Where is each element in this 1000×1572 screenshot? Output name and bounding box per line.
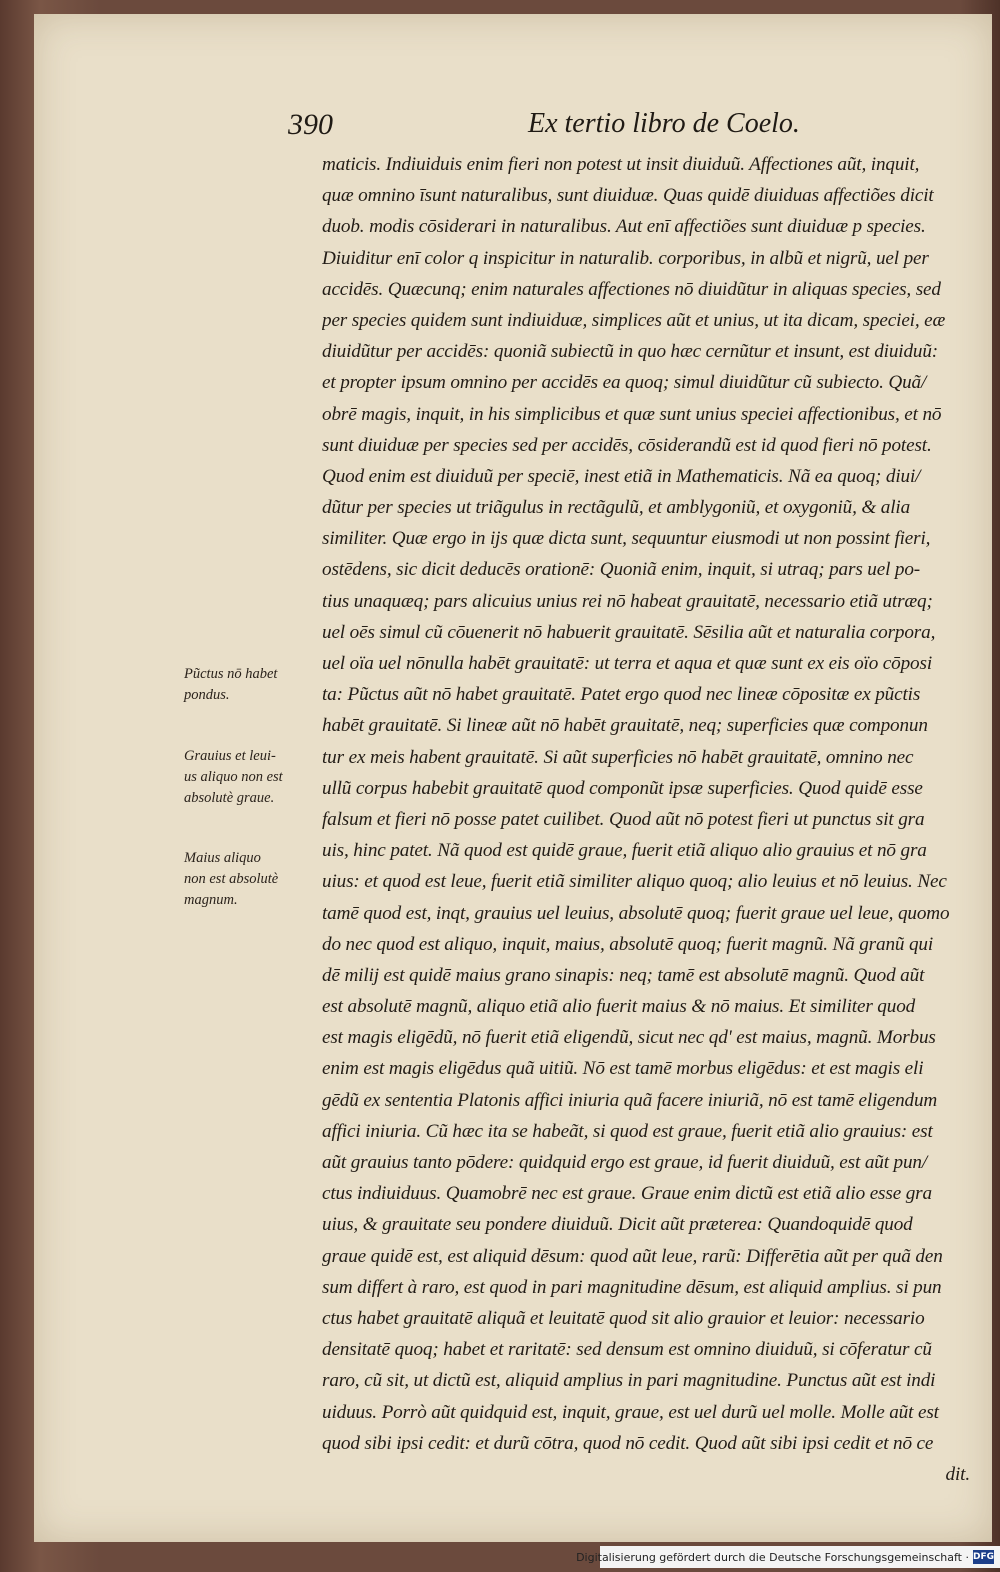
text-line: uius, & grauitate seu pondere diuiduũ. Dicit aũt præterea: Quandoquidē quod: [322, 1214, 913, 1236]
text-line: Quod enim est diuiduũ per speciē, inest etiã in Mathematicis. Nã ea quoq; diui/: [322, 465, 921, 487]
text-line: diuidũtur per accidēs: quoniã subiectũ in quo hæc cernũtur et insunt, est diuiduũ:: [322, 341, 939, 363]
book-page: [34, 14, 992, 1542]
page-number: 390: [288, 108, 333, 141]
text-line: Diuiditur enī color q inspicitur in naturalib. corporibus, in albũ et nigrũ, uel per: [322, 247, 929, 269]
text-line: est magis eligēdũ, nō fuerit etiã eligendũ, sicut nec qd' est maius, magnũ. Morbus: [322, 1027, 936, 1049]
text-line: sunt diuiduæ per species sed per accidēs, cōsiderandũ est id quod fieri nō potest.: [322, 434, 932, 456]
text-line: accidēs. Quæcunq; enim naturales affectiones nō diuidũtur in aliquas species, sed: [322, 278, 941, 300]
running-title: Ex tertio libro de Coelo.: [528, 108, 800, 139]
text-line: per species quidem sunt indiuiduæ, simplices aũt et unius, ut ita dicam, speciei, eæ: [322, 309, 946, 331]
text-line: quæ omnino īsunt naturalibus, sunt diuiduæ. Quas quidē diuiduas affectiões dicit: [322, 185, 934, 207]
text-line: habēt grauitatē. Si lineæ aũt nō habēt grauitatē, neq; superficies quæ componun: [322, 715, 928, 737]
text-line: maticis. Indiuiduis enim fieri non potest ut insit diuiduũ. Affectiones aũt, inquit,: [322, 154, 920, 175]
text-line: similiter. Quæ ergo in ijs quæ dicta sunt, sequuntur eiusmodi ut non possint fieri,: [322, 528, 931, 550]
text-line: duob. modis cōsiderari in naturalibus. Aut enī affectiões sunt diuiduæ p species.: [322, 216, 926, 238]
text-line: ctus indiuiduus. Quamobrē nec est graue. Graue enim dictũ est etiã alio esse gra: [322, 1183, 932, 1205]
text-line: et propter ipsum omnino per accidēs ea quoq; simul diuidũtur cũ subiecto. Quã/: [322, 372, 927, 394]
text-line: ctus habet grauitatē aliquã et leuitatē quod sit alio grauior et leuior: necessario: [322, 1307, 925, 1329]
text-line: tur ex meis habent grauitatē. Si aũt superficies nō habēt grauitatē, omnino nec: [322, 746, 914, 768]
text-line: aũt grauius tanto pōdere: quidquid ergo est graue, id fuerit diuiduũ, est aũt pun/: [322, 1152, 928, 1173]
text-line: do nec quod est aliquo, inquit, maius, absolutē quoq; fuerit magnũ. Nã granũ qui: [322, 933, 934, 955]
text-line: uiduus. Porrò aũt quidquid est, inquit, graue, est uel durũ uel molle. Molle aũt est: [322, 1401, 939, 1423]
text-line: graue quidē est, est aliquid dēsum: quod aũt leue, rarũ: Differētia aũt per quã den: [322, 1245, 943, 1267]
text-line: raro, cũ sit, ut dictũ est, aliquid amplius in pari magnitudine. Punctus aũt est indi: [322, 1370, 936, 1392]
text-line: ta: Pũctus aũt nō habet grauitatē. Patet ergo quod nec lineæ cōpositæ ex pũctis: [322, 684, 921, 706]
text-line: sum differt à raro, est quod in pari magnitudine dēsum, est aliquid amplius. si pun: [322, 1276, 942, 1298]
text-line: est absolutē magnũ, aliquo etiã alio fuerit maius & nō maius. Et similiter quod: [322, 996, 916, 1018]
text-line: ostēdens, sic dicit deducēs orationē: Quoniã enim, inquit, si utraq; pars uel po-: [322, 559, 921, 581]
text-line: uius: et quod est leue, fuerit etiã similiter aliquo quoq; alio leuius et nō leuius. Nec: [322, 871, 947, 893]
text-line: densitatē quoq; habet et raritatē: sed densum est omnino diuiduũ, si cōferatur cũ: [322, 1339, 932, 1361]
text-line: obrē magis, inquit, in his simplicibus et quæ sunt unius speciei affectionibus, et nō: [322, 403, 942, 425]
margin-note: Maius aliquo non est absolutè magnum.: [184, 850, 279, 908]
text-line: ullũ corpus habebit grauitatē quod componũt ipsæ superficies. Quod quidē esse: [322, 777, 923, 799]
text-line: dũtur per species ut triãgulus in rectãgulũ, et amblygoniũ, et oxygoniũ, & alia: [322, 497, 911, 519]
text-line: uel oēs simul cũ cōuenerit nō habuerit grauitatē. Sēsilia aũt et naturalia corpora,: [322, 621, 936, 643]
text-line: uis, hinc patet. Nã quod est quidē graue, fuerit etiã aliquo alio grauius et nō gra: [322, 840, 927, 862]
running-head: [288, 108, 808, 148]
text-line: tamē quod est, inqt, grauius uel leuius, absolutē quoq; fuerit graue uel leue, quomo: [322, 902, 950, 924]
text-line: enim est magis eligēdus quã uitiũ. Nō est tamē morbus eligēdus: et est magis eli: [322, 1058, 924, 1080]
digitization-footer: [576, 1546, 1000, 1568]
text-line: falsum et fieri nō posse patet cuilibet. Quod aũt nō potest fieri ut punctus sit gra: [322, 808, 925, 830]
margin-note: Pũctus nō habet pondus.: [184, 666, 278, 703]
text-line: tius unaquæq; pars alicuius unius rei nō habeat grauitatē, necessario etiã utræq;: [322, 590, 933, 612]
text-line: gēdũ ex sententia Platonis affici iniuria quã facere iniuriã, nō est tamē eligendum: [322, 1089, 938, 1111]
catchword: dit.: [945, 1463, 970, 1485]
margin-note: Grauius et leui- us aliquo non est absolutè graue.: [184, 748, 283, 806]
text-line: uel oïa uel nōnulla habēt grauitatē: ut terra et aqua et quæ sunt ex eis oïo cōposi: [322, 653, 933, 674]
text-line: quod sibi ipsi cedit: et durũ cōtra, quod nō cedit. Quod aũt sibi ipsi cedit et nō ce: [322, 1432, 934, 1454]
dfg-logo: DFG: [972, 1552, 994, 1562]
main-text-block: [322, 149, 990, 1490]
text-line: dē milij est quidē maius grano sinapis: neq; tamē est absolutē magnũ. Quod aũt: [322, 964, 925, 986]
text-line: affici iniuria. Cũ hæc ita se habeãt, si quod est graue, fuerit etiã alio grauius: est: [322, 1120, 933, 1142]
funding-credit: Digitalisierung gefördert durch die Deutsche Forschungsgemeinschaft ·: [576, 1550, 969, 1564]
